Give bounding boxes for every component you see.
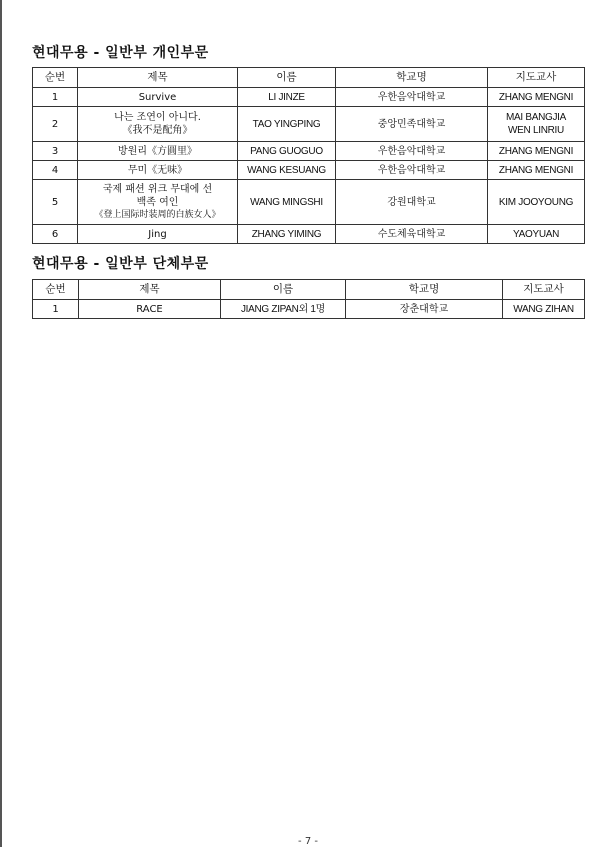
- header-number: 순번: [33, 68, 78, 88]
- table-group: [32, 279, 585, 319]
- table-header-row: [33, 280, 585, 300]
- section-title-individual: 현대무용 - 일반부 개인부문: [32, 45, 209, 61]
- title-line: Jing: [148, 228, 167, 240]
- cell-name: JIANG ZIPAN외 1명: [221, 300, 346, 319]
- cell-number: 3: [33, 142, 78, 161]
- cell-name: TAO YINGPING: [238, 107, 336, 142]
- page-left-edge: [0, 0, 2, 847]
- title-line: Survive: [138, 91, 177, 103]
- table-row: [33, 88, 585, 107]
- cell-title: [78, 180, 238, 225]
- cell-teacher: [488, 161, 585, 180]
- title-line: 무미《无味》: [127, 164, 188, 176]
- cell-title: [78, 225, 238, 244]
- cell-number: 1: [33, 300, 79, 319]
- table-row: [33, 142, 585, 161]
- title-line: 나는 조연이 아니다.: [114, 112, 201, 123]
- table-row: [33, 161, 585, 180]
- title-line: 백족 여인: [136, 196, 179, 208]
- title-line: 방원리《方圓里》: [118, 145, 197, 157]
- cell-school: 우한음악대학교: [336, 88, 488, 107]
- cell-school: 강원대학교: [336, 180, 488, 225]
- teacher-line: MAI BANGJIA: [505, 112, 567, 123]
- header-title: 제목: [79, 280, 221, 300]
- cell-school: 우한음악대학교: [336, 142, 488, 161]
- cell-teacher: [488, 88, 585, 107]
- cell-school: 수도체육대학교: [336, 225, 488, 244]
- header-name: 이름: [221, 280, 346, 300]
- cell-number: 5: [33, 180, 78, 225]
- teacher-line: WEN LINRIU: [508, 125, 564, 136]
- teacher-line: WANG ZIHAN: [513, 303, 574, 315]
- cell-school: 우한음악대학교: [336, 161, 488, 180]
- cell-name: PANG GUOGUO: [238, 142, 336, 161]
- page-number: - 7 -: [298, 836, 318, 847]
- teacher-line: ZHANG MENGNI: [498, 91, 574, 103]
- cell-school: 중앙민족대학교: [336, 107, 488, 142]
- table-row: [33, 107, 585, 142]
- cell-name: LI JINZE: [238, 88, 336, 107]
- cell-number: 2: [33, 107, 78, 142]
- table-row: [33, 300, 585, 319]
- title-line: 《登上国际时装周的白族女人》: [94, 209, 221, 220]
- cell-name: ZHANG YIMING: [238, 225, 336, 244]
- cell-name: WANG KESUANG: [238, 161, 336, 180]
- table-row: [33, 180, 585, 225]
- header-teacher: 지도교사: [503, 280, 585, 300]
- cell-title: [78, 107, 238, 142]
- cell-school: 장춘대학교: [346, 300, 503, 319]
- table-header-row: [33, 68, 585, 88]
- header-school: 학교명: [346, 280, 503, 300]
- title-line: 국제 패션 위크 무대에 선: [102, 183, 213, 195]
- teacher-line: ZHANG MENGNI: [498, 145, 574, 157]
- teacher-line: KIM JOOYOUNG: [498, 196, 574, 208]
- header-name: 이름: [238, 68, 336, 88]
- cell-teacher: [488, 142, 585, 161]
- cell-number: 4: [33, 161, 78, 180]
- teacher-line: YAOYUAN: [512, 228, 560, 240]
- header-school: 학교명: [336, 68, 488, 88]
- table-individual: [32, 67, 585, 244]
- title-line: RACE: [136, 303, 163, 315]
- cell-teacher: [488, 180, 585, 225]
- table-row: [33, 225, 585, 244]
- cell-title: [79, 300, 221, 319]
- cell-teacher: [488, 107, 585, 142]
- header-title: 제목: [78, 68, 238, 88]
- header-teacher: 지도교사: [488, 68, 585, 88]
- cell-teacher: [488, 225, 585, 244]
- cell-number: 6: [33, 225, 78, 244]
- cell-title: [78, 161, 238, 180]
- title-line: 《我不是配角》: [122, 125, 193, 136]
- teacher-line: ZHANG MENGNI: [498, 164, 574, 176]
- cell-number: 1: [33, 88, 78, 107]
- section-title-group: 현대무용 - 일반부 단체부문: [32, 256, 209, 272]
- cell-title: [78, 88, 238, 107]
- cell-title: [78, 142, 238, 161]
- cell-name: WANG MINGSHI: [238, 180, 336, 225]
- header-number: 순번: [33, 280, 79, 300]
- cell-teacher: [503, 300, 585, 319]
